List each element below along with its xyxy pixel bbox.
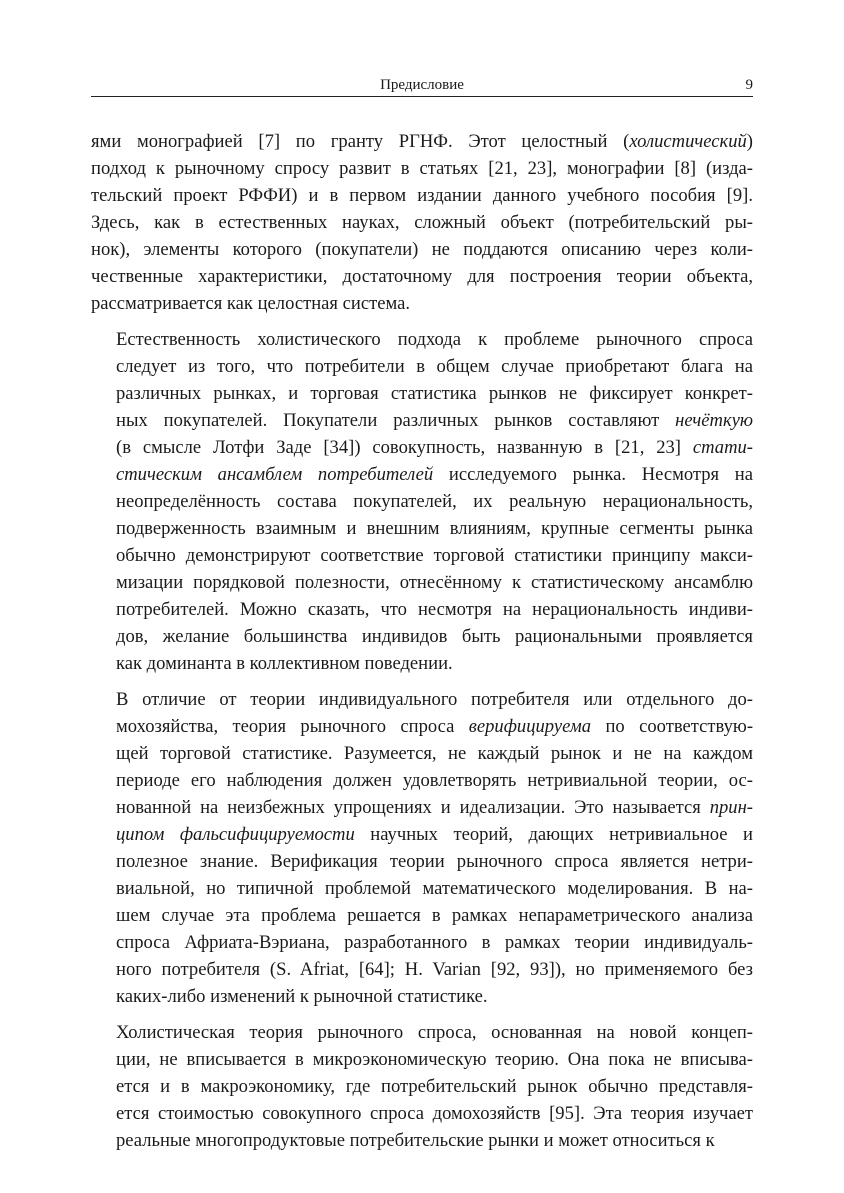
text-line: В отличие от теории индивидуального потребителя или отдельного до- bbox=[116, 689, 753, 710]
text-line: подход к рыночному спросу развит в статьях [21, 23], монографии [8] (изда- bbox=[91, 158, 753, 179]
text-line: мохозяйства, теория рыночного спроса верифицируема по соответствую- bbox=[116, 716, 754, 737]
text-line: тельский проект РФФИ) и в первом издании данного учебного пособия [9]. bbox=[91, 185, 753, 206]
text-line: ется стоимостью совокупного спроса домохозяйств [95]. Эта теория изучает bbox=[116, 1103, 753, 1124]
text-line: как доминанта в коллективном поведении. bbox=[116, 653, 453, 674]
text-line: периоде его наблюдения должен удовлетворять нетривиальной теории, ос- bbox=[116, 770, 753, 791]
emphasis: прин- bbox=[709, 797, 753, 818]
text-line: ципом фальсифицируемости научных теорий, дающих нетривиальное и bbox=[116, 824, 754, 845]
text-line: спроса Африата-Вэриана, разработанного в рамках теории индивидуаль- bbox=[116, 932, 753, 953]
text-line: стическим ансамблем потребителей исследуемого рынка. Несмотря на bbox=[116, 464, 753, 485]
text-line: рассматривается как целостная система. bbox=[91, 293, 410, 314]
text-line: ции, не вписывается в микроэкономическую теорию. Она пока не вписыва- bbox=[116, 1049, 753, 1070]
emphasis: стати- bbox=[692, 437, 753, 458]
text-line: полезное знание. Верификация теории рыночного спроса является нетри- bbox=[116, 851, 753, 872]
body-text bbox=[91, 128, 753, 1163]
emphasis: ципом фальсифицируемости bbox=[116, 824, 355, 845]
paragraph bbox=[91, 1019, 753, 1154]
text-line: шем случае эта проблема решается в рамках непараметрического анализа bbox=[116, 905, 753, 926]
text-line: нок), элементы которого (покупатели) не поддаются описанию через коли- bbox=[91, 239, 753, 260]
text-line: ется и в макроэкономику, где потребительский рынок обычно представля- bbox=[116, 1076, 753, 1097]
paragraph bbox=[91, 686, 753, 1010]
text-line: Естественность холистического подхода к проблеме рыночного спроса bbox=[116, 329, 753, 350]
emphasis: холистический bbox=[629, 131, 747, 152]
text-line: следует из того, что потребители в общем случае приобретают блага на bbox=[116, 356, 753, 377]
emphasis: верифицируема bbox=[468, 716, 592, 737]
header-title: Предисловие bbox=[380, 77, 464, 93]
text-line: (в смысле Лотфи Заде [34]) совокупность, названную в [21, 23] стати- bbox=[116, 437, 753, 458]
emphasis: нечёткую bbox=[675, 410, 753, 431]
paragraph bbox=[91, 326, 753, 677]
text-line: нованной на неизбежных упрощениях и идеализации. Это называется прин- bbox=[116, 797, 753, 818]
text-line: ного потребителя (S. Afriat, [64]; H. Varian [92, 93]), но применяемого без bbox=[116, 959, 753, 980]
text-line: каких-либо изменений к рыночной статистике. bbox=[116, 986, 488, 1007]
text-line: различных рынках, и торговая статистика рынков не фиксирует конкрет- bbox=[116, 383, 753, 404]
text-line: реальные многопродуктовые потребительские рынки и может относиться к bbox=[116, 1130, 715, 1151]
text-line: потребителей. Можно сказать, что несмотря на нерациональность индиви- bbox=[116, 599, 753, 620]
text-line: ями монографией [7] по гранту РГНФ. Этот целостный (холистический) bbox=[91, 131, 753, 152]
text-line: подверженность взаимным и внешним влияниям, крупные сегменты рынка bbox=[116, 518, 753, 539]
text-line: неопределённость состава покупателей, их реальную нерациональность, bbox=[116, 491, 753, 512]
text-line: Здесь, как в естественных науках, сложный объект (потребительский ры- bbox=[91, 212, 753, 233]
emphasis: стическим ансамблем потребителей bbox=[116, 464, 434, 485]
text-line: виальной, но типичной проблемой математического моделирования. В на- bbox=[116, 878, 753, 899]
paragraph bbox=[91, 128, 753, 317]
text-line: ных покупателей. Покупатели различных рынков составляют нечёткую bbox=[116, 410, 753, 431]
text-line: чественные характеристики, достаточному для построения теории объекта, bbox=[91, 266, 753, 287]
text-line: дов, желание большинства индивидов быть рациональными проявляется bbox=[116, 626, 753, 647]
text-line: обычно демонстрируют соответствие торговой статистики принципу макси- bbox=[116, 545, 753, 566]
text-line: мизации порядковой полезности, отнесённому к статистическому ансамблю bbox=[116, 572, 753, 593]
text-line: щей торговой статистике. Разумеется, не каждый рынок и не на каждом bbox=[116, 743, 753, 764]
text-line: Холистическая теория рыночного спроса, основанная на новой концеп- bbox=[116, 1022, 753, 1043]
running-header bbox=[91, 74, 753, 97]
page-number: 9 bbox=[745, 77, 753, 93]
